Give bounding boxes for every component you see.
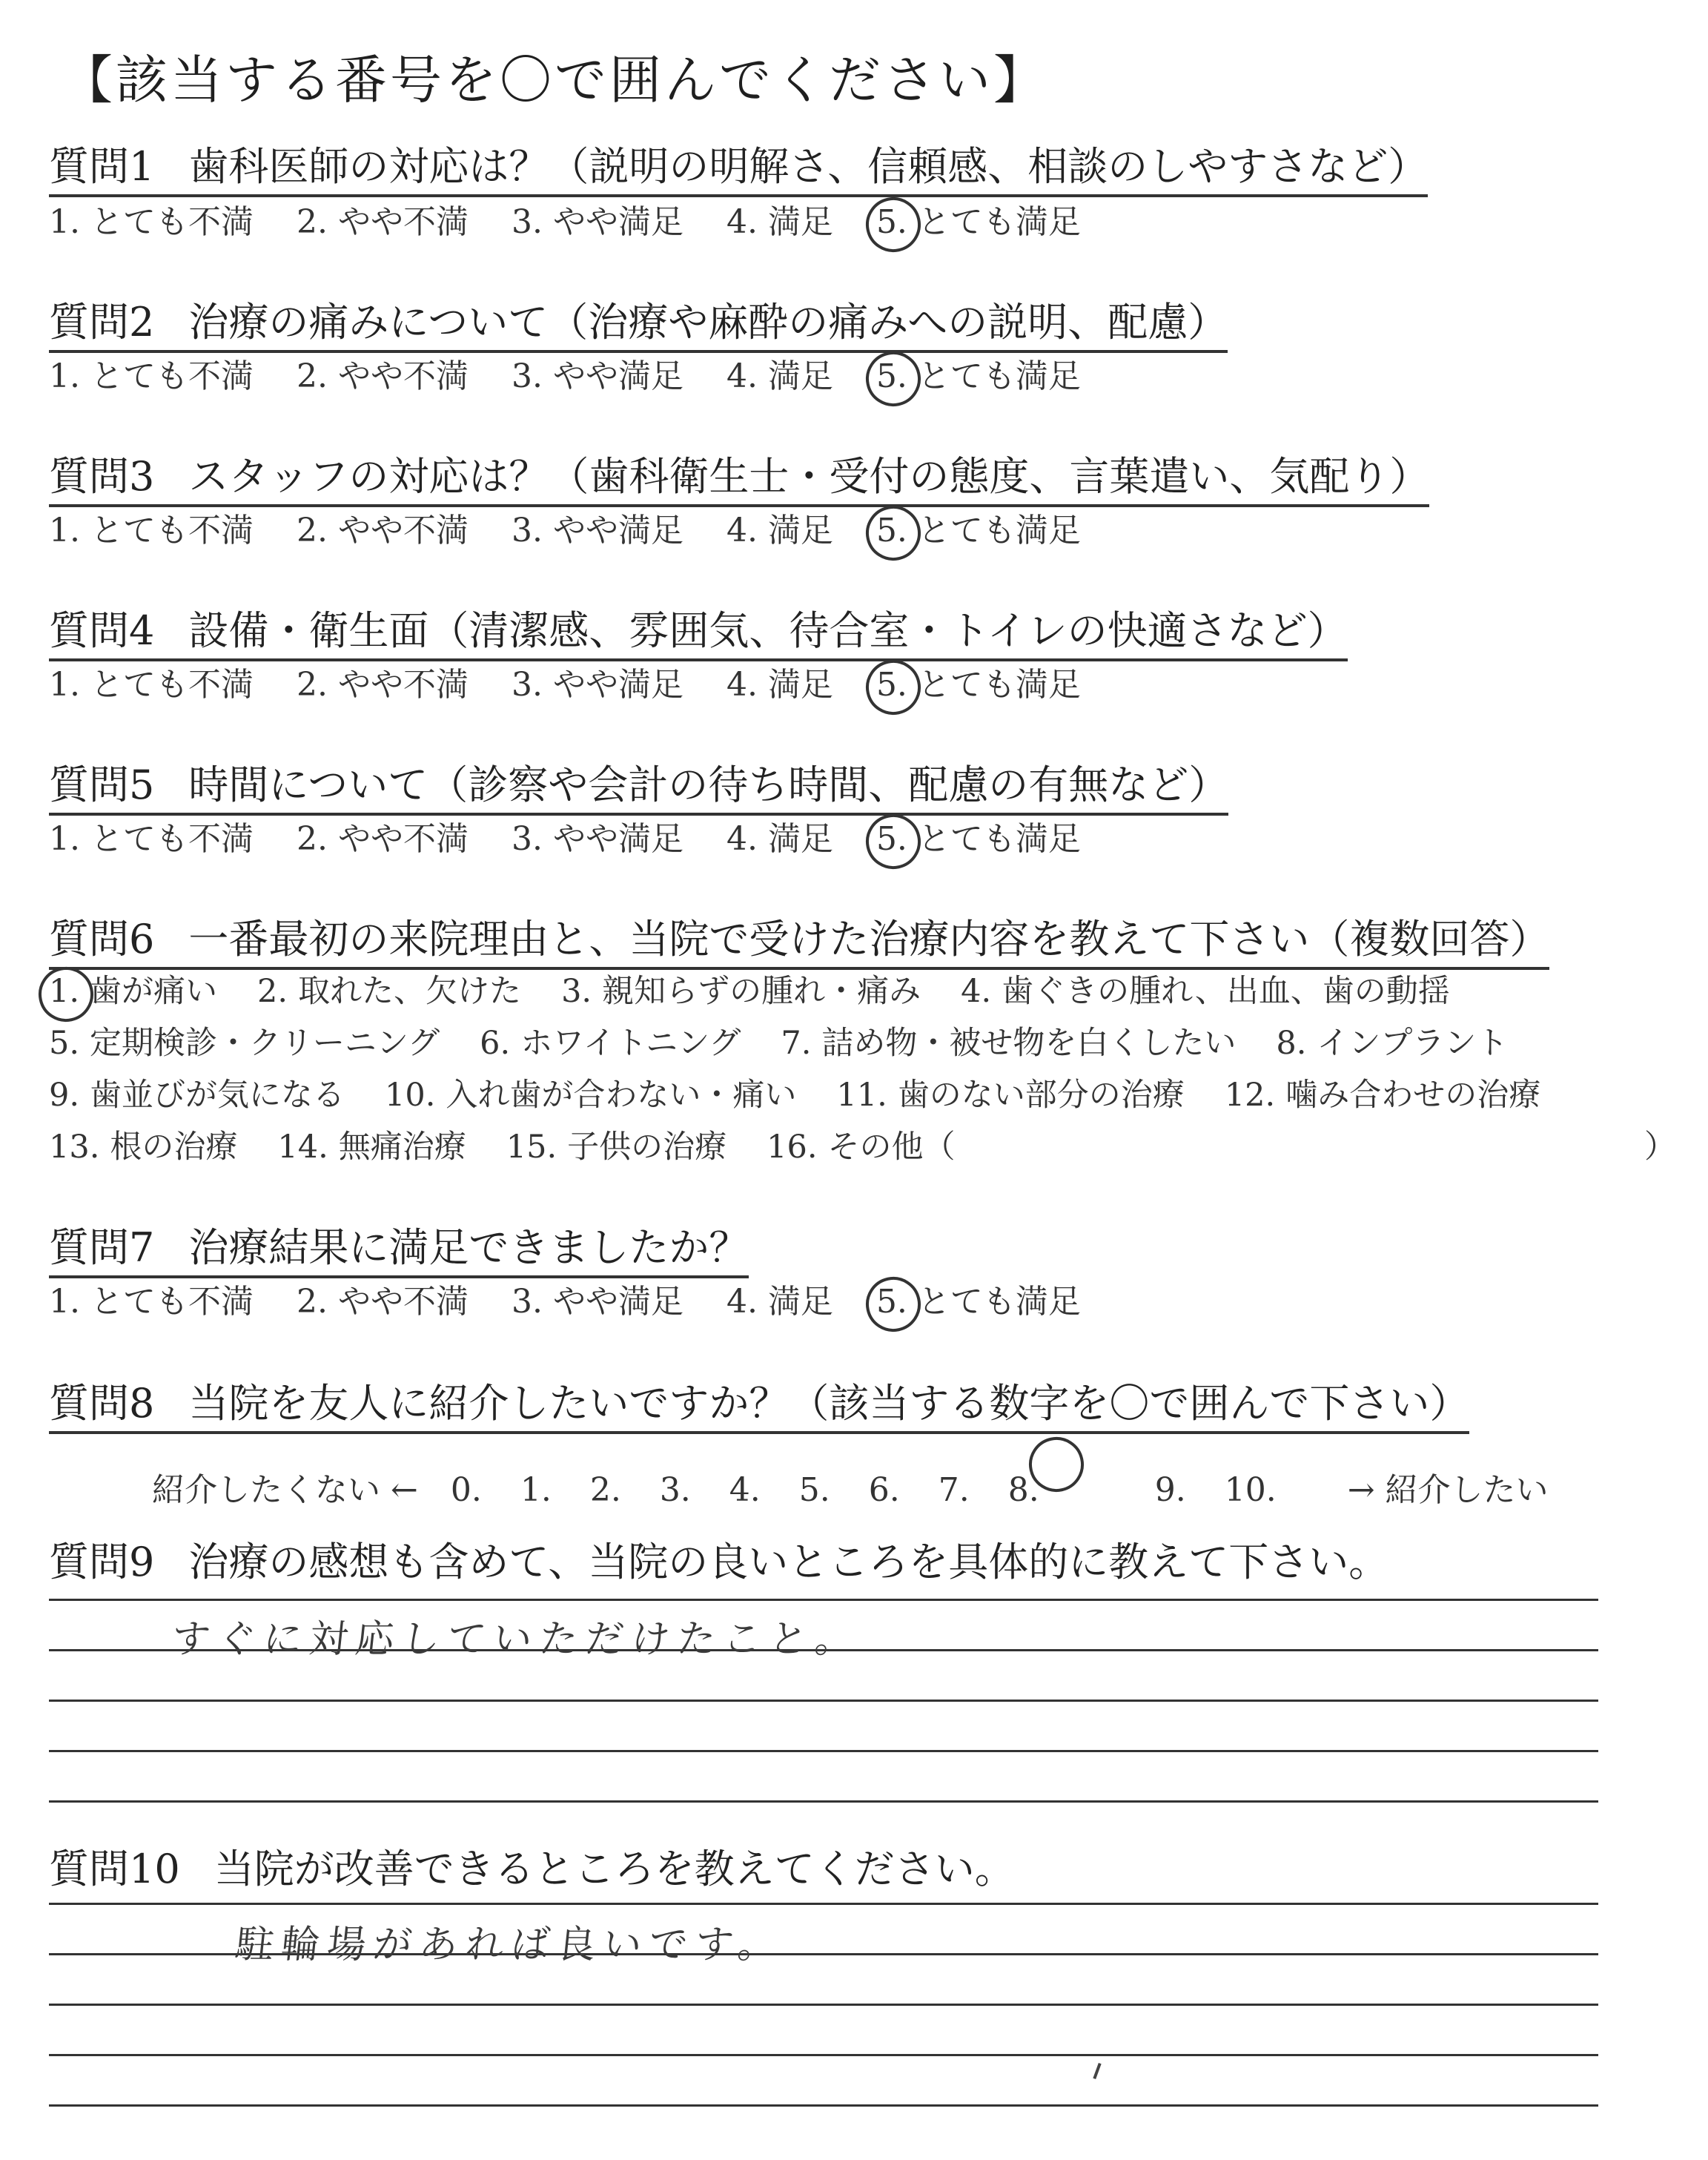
question-number: 質問8: [49, 1380, 155, 1427]
question-3-title: [49, 453, 1430, 507]
option-label: 根の治療: [110, 1129, 238, 1166]
question-9-answer[interactable]: すぐに対応していただけたこと。: [169, 1617, 864, 1662]
scale-option[interactable]: [49, 1283, 254, 1321]
nps-left-label: 紹介したくない ←: [152, 1471, 418, 1509]
option-number: 1.: [49, 666, 80, 704]
scale-option[interactable]: [511, 1283, 683, 1321]
option-label: やや不満: [337, 512, 469, 549]
question-number: 質問6: [49, 916, 155, 962]
option-label: 満足: [767, 820, 833, 858]
scale-option[interactable]: [875, 820, 1081, 858]
option-label: とても満足: [917, 666, 1081, 704]
option-number: 9.: [49, 1077, 80, 1114]
option-label: やや満足: [552, 203, 683, 241]
option-number: 1.: [49, 820, 80, 858]
option-number: 4.: [726, 512, 758, 549]
selection-circle: [861, 809, 926, 874]
scale-option[interactable]: [49, 666, 254, 704]
option-label: やや満足: [552, 1283, 683, 1321]
question-6-title: [49, 916, 1550, 970]
question-3-scale[interactable]: [49, 512, 1124, 549]
selection-circle: [861, 501, 926, 566]
scale-option[interactable]: [49, 357, 254, 395]
reason-option[interactable]: [1276, 1025, 1509, 1062]
question-number: 質問7: [49, 1224, 155, 1271]
option-label: 取れた、欠けた: [298, 973, 522, 1010]
scale-option[interactable]: [875, 512, 1081, 549]
scale-option[interactable]: [296, 820, 469, 858]
question-text: 治療の痛みについて（治療や麻酔の痛みへの説明、配慮）: [188, 299, 1228, 346]
option-row: [49, 1025, 1580, 1080]
scale-option[interactable]: [875, 1283, 1081, 1321]
reason-option[interactable]: [836, 1077, 1185, 1114]
option-label: やや不満: [337, 357, 469, 395]
option-number: 13.: [49, 1129, 100, 1166]
reason-option[interactable]: [767, 1129, 956, 1166]
reason-option[interactable]: [961, 973, 1450, 1010]
option-label: 満足: [767, 357, 833, 395]
question-text: 設備・衛生面（清潔感、雰囲気、待合室・トイレの快適さなど）: [188, 607, 1348, 654]
option-number: 16.: [767, 1129, 818, 1166]
answer-line: [49, 1903, 1598, 1905]
option-number: 5.: [876, 666, 907, 704]
option-number: 4.: [726, 666, 758, 704]
option-label: 歯ぐきの腫れ、出血、歯の動揺: [1002, 973, 1450, 1010]
option-number: 4.: [726, 203, 758, 241]
question-text: スタッフの対応は？（歯科衛生士・受付の態度、言葉遣い、気配り）: [188, 453, 1430, 500]
answer-line: [49, 1750, 1598, 1752]
question-number: 質問10: [49, 1846, 180, 1892]
scale-option[interactable]: [875, 357, 1081, 395]
reason-option[interactable]: [480, 1025, 741, 1062]
option-number: 12.: [1224, 1077, 1276, 1114]
option-number: 5.: [876, 1283, 907, 1321]
option-label: 歯が痛い: [90, 973, 218, 1010]
question-10-title: [49, 1846, 1015, 1897]
scale-option[interactable]: [49, 820, 254, 858]
question-2-scale[interactable]: [49, 357, 1124, 395]
option-number: 5.: [876, 512, 907, 549]
option-label: やや満足: [552, 357, 683, 395]
option-label: やや満足: [552, 820, 683, 858]
option-label: 満足: [767, 512, 833, 549]
option-number: 1.: [49, 357, 80, 395]
question-number: 質問9: [49, 1539, 155, 1585]
option-number: 3.: [511, 666, 543, 704]
option-number: 8.: [1276, 1025, 1307, 1062]
reason-option[interactable]: [506, 1129, 727, 1166]
scale-option[interactable]: [726, 203, 833, 241]
reason-option[interactable]: [277, 1129, 466, 1166]
question-number: 質問5: [49, 762, 155, 808]
option-label: やや不満: [337, 203, 469, 241]
option-number: 1.: [49, 512, 80, 549]
option-number: 2.: [296, 357, 328, 395]
option-label: やや不満: [337, 666, 469, 704]
selection-circle: [1024, 1432, 1089, 1497]
selection-circle: [861, 192, 926, 257]
pen-mark: [1093, 2063, 1101, 2079]
option-number: 5.: [876, 820, 907, 858]
scale-option[interactable]: [296, 512, 469, 549]
option-label: 無痛治療: [338, 1129, 466, 1166]
nps-value[interactable]: 7.: [938, 1471, 970, 1509]
nps-value[interactable]: 3.: [659, 1471, 691, 1509]
question-9-title: [49, 1539, 1389, 1590]
option-label: 子供の治療: [567, 1129, 727, 1166]
option-label: やや満足: [552, 666, 683, 704]
option-number: 2.: [296, 1283, 328, 1321]
answer-line: [49, 1800, 1598, 1803]
nps-value[interactable]: 10.: [1224, 1471, 1277, 1509]
option-label: とても満足: [917, 512, 1081, 549]
answer-line: [49, 1599, 1598, 1601]
option-label: とても不満: [90, 512, 254, 549]
option-number: 10.: [385, 1077, 436, 1114]
scale-option[interactable]: [875, 203, 1081, 241]
answer-line: [49, 2054, 1598, 2056]
reason-option[interactable]: [49, 1077, 345, 1114]
selection-circle: [861, 346, 926, 412]
option-label: とても不満: [90, 357, 254, 395]
selection-circle: [861, 655, 926, 720]
scale-option[interactable]: [726, 820, 833, 858]
scale-option[interactable]: [511, 512, 683, 549]
option-number: 3.: [511, 1283, 543, 1321]
selection-circle: [861, 1272, 926, 1337]
option-number: 11.: [836, 1077, 887, 1114]
question-text: 治療の感想も含めて、当院の良いところを具体的に教えて下さい。: [188, 1539, 1389, 1585]
option-number: 5.: [49, 1025, 80, 1062]
option-label: とても不満: [90, 203, 254, 241]
option-label: 満足: [767, 203, 833, 241]
option-label: 歯のない部分の治療: [897, 1077, 1185, 1114]
question-text: 一番最初の来院理由と、当院で受けた治療内容を教えて下さい（複数回答）: [188, 916, 1550, 962]
option-number: 4.: [726, 357, 758, 395]
scale-option[interactable]: [511, 357, 683, 395]
scale-option[interactable]: [511, 203, 683, 241]
question-8-title: [49, 1380, 1470, 1434]
option-number: 3.: [511, 512, 543, 549]
option-number: 2.: [296, 512, 328, 549]
option-number: 1.: [49, 1283, 80, 1321]
option-label: 満足: [767, 666, 833, 704]
option-label: とても満足: [917, 820, 1081, 858]
option-label: とても満足: [917, 1283, 1081, 1321]
nps-value[interactable]: 2.: [589, 1471, 621, 1509]
nps-value[interactable]: 8.: [1008, 1446, 1116, 1507]
scale-option[interactable]: [296, 666, 469, 704]
reason-option[interactable]: [561, 973, 921, 1010]
option-label: とても不満: [90, 1283, 254, 1321]
nps-value[interactable]: 5.: [798, 1471, 830, 1509]
option-label: 噛み合わせの治療: [1285, 1077, 1541, 1114]
option-number: 5.: [876, 357, 907, 395]
question-7-scale[interactable]: [49, 1283, 1124, 1321]
scale-option[interactable]: [511, 666, 683, 704]
question-7-title: [49, 1224, 749, 1278]
option-number: 15.: [506, 1129, 557, 1166]
scale-option[interactable]: [726, 357, 833, 395]
question-number: 質問4: [49, 607, 155, 654]
option-number: 3.: [511, 820, 543, 858]
option-label: 親知らずの腫れ・痛み: [602, 973, 921, 1010]
option-label: とても満足: [917, 203, 1081, 241]
option-number: 3.: [511, 203, 543, 241]
option-label: 歯並びが気になる: [90, 1077, 345, 1114]
option-number: 2.: [296, 666, 328, 704]
option-number: 2.: [296, 820, 328, 858]
option-label: 詰め物・被せ物を白くしたい: [821, 1025, 1237, 1062]
scale-option[interactable]: [49, 512, 254, 549]
question-4-title: [49, 607, 1348, 661]
option-label: とても不満: [90, 820, 254, 858]
nps-value[interactable]: 4.: [729, 1471, 761, 1509]
option-label: やや満足: [552, 512, 683, 549]
reason-option[interactable]: [49, 973, 218, 1010]
question-2-title: [49, 299, 1228, 353]
reason-option[interactable]: [1224, 1077, 1541, 1114]
option-label: ホワイトニング: [520, 1025, 741, 1062]
option-label: 入れ歯が合わない・痛い: [446, 1077, 797, 1114]
nps-value[interactable]: 0.: [450, 1471, 482, 1509]
question-text: 当院を友人に紹介したいですか？（該当する数字を〇で囲んで下さい）: [188, 1380, 1470, 1427]
question-text: 治療結果に満足できましたか？: [188, 1224, 749, 1271]
option-label: とても満足: [917, 357, 1081, 395]
option-row: [49, 1077, 1580, 1132]
scale-option[interactable]: [296, 1283, 469, 1321]
option-number: 2.: [257, 973, 288, 1010]
option-number: 7.: [781, 1025, 812, 1062]
option-row: [49, 1129, 1580, 1183]
scale-option[interactable]: [726, 512, 833, 549]
option-label: やや不満: [337, 1283, 469, 1321]
question-1-scale[interactable]: [49, 203, 1124, 241]
option-number: 1.: [49, 973, 79, 1010]
question-8-scale[interactable]: [152, 1446, 1571, 1507]
nps-right-label: → 紹介したい: [1347, 1471, 1549, 1509]
reason-option[interactable]: [781, 1025, 1237, 1062]
question-text: 歯科医師の対応は？（説明の明解さ、信頼感、相談のしやすさなど）: [188, 143, 1429, 190]
reason-option[interactable]: [49, 1025, 440, 1062]
question-4-scale[interactable]: [49, 666, 1124, 704]
scale-option[interactable]: [296, 203, 469, 241]
reason-option[interactable]: [385, 1077, 797, 1114]
question-6-options[interactable]: [49, 973, 1676, 1183]
question-5-title: [49, 762, 1229, 816]
option-number: 4.: [961, 973, 992, 1010]
scale-option[interactable]: [49, 203, 254, 241]
answer-line: [49, 2004, 1598, 2006]
option-number: 5.: [876, 203, 907, 241]
option-label: 満足: [767, 1283, 833, 1321]
scale-option[interactable]: [511, 820, 683, 858]
reason-option[interactable]: [257, 973, 522, 1010]
option-number: 3.: [511, 357, 543, 395]
option-label: その他（: [827, 1129, 956, 1166]
question-number: 質問3: [49, 453, 155, 500]
option-number: 1.: [49, 203, 80, 241]
option-number: 4.: [726, 1283, 758, 1321]
option-number: 14.: [277, 1129, 328, 1166]
scale-option[interactable]: [296, 357, 469, 395]
option-label: インプラント: [1317, 1025, 1509, 1062]
reason-option[interactable]: [49, 1129, 238, 1166]
nps-value[interactable]: 1.: [520, 1471, 552, 1509]
option-number: 2.: [296, 203, 328, 241]
option-label: やや不満: [337, 820, 469, 858]
scale-option[interactable]: [726, 1283, 833, 1321]
nps-value[interactable]: 6.: [868, 1471, 900, 1509]
selection-circle: [33, 962, 99, 1027]
scale-option[interactable]: [875, 666, 1081, 704]
option-row: [49, 973, 1580, 1028]
question-text: 当院が改善できるところを教えてください。: [214, 1846, 1015, 1892]
option-number: 3.: [561, 973, 592, 1010]
answer-line: [49, 2104, 1598, 2107]
question-number: 質問1: [49, 143, 155, 190]
instruction-heading: 【該当する番号を〇で囲んでください】: [61, 50, 1048, 110]
option-label: とても不満: [90, 666, 254, 704]
question-10-answer[interactable]: 駐輪場があれば良いです。: [233, 1923, 787, 1967]
option-label: 定期検診・クリーニング: [90, 1025, 440, 1062]
question-number: 質問2: [49, 299, 155, 346]
other-paren-close: ）: [1644, 1129, 1676, 1166]
question-5-scale[interactable]: [49, 820, 1124, 858]
answer-line: [49, 1700, 1598, 1702]
question-text: 時間について（診察や会計の待ち時間、配慮の有無など）: [188, 762, 1229, 808]
question-1-title: [49, 143, 1429, 197]
nps-values: [451, 1446, 1315, 1507]
nps-value[interactable]: 9.: [1154, 1471, 1186, 1509]
option-number: 4.: [726, 820, 758, 858]
scale-option[interactable]: [726, 666, 833, 704]
option-number: 6.: [480, 1025, 511, 1062]
